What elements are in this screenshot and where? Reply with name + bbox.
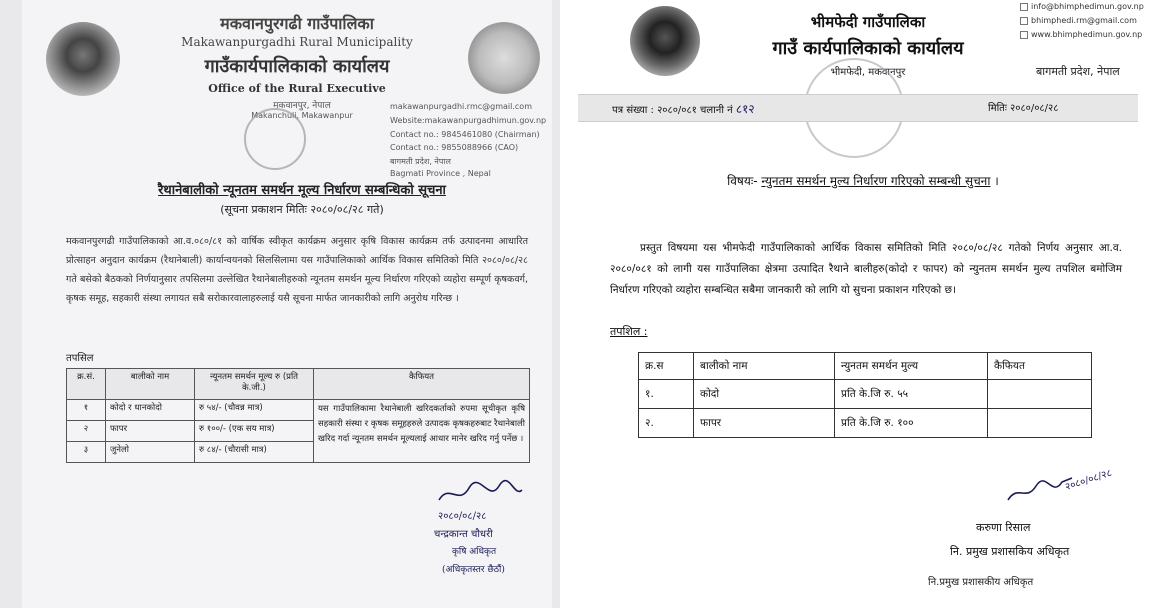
nepal-emblem-logo [46,22,120,96]
table-cell: २. [639,409,694,438]
table-cell: १ [67,400,106,421]
signatory-stamp-text: नि.प्रमुख प्रशासकीय अधिकृत [928,577,1034,588]
price-table [638,352,1092,438]
contact-email-gmail: bhimphedi.rm@gmail.com [1020,16,1137,25]
subject-text: न्युनतम समर्थन मुल्य निर्धारण गरिएको सम्बन्धी सुचना [761,174,991,188]
table-cell: रु १००/- (एक सय मात्र) [195,421,314,442]
table-row [639,380,1092,409]
notice-body: मकवानपुरगढी गाउँपालिकाको आ.व.०८०/८१ को वार्षिक स्वीकृत कार्यक्रम अनुसार कृषि विकास कार्यक्रम तर्फ उत्पादनमा आधारित प्रोत्साहन अनुदान कार्यक्रम (रैथानेबाली) कार्यान्वयनको सिलसिलामा यस गाउँपालिकाको आर्थिक विकास समितिको मिति २०८०/०८/२८ गते बसेको बैठकको निर्णयानुसार तपसिलमा उल्लेखित रैथानेबालीहरुको न्यूनतम समर्थन मूल्य निर्धारण गरिएको व्यहोरा सम्पूर्ण कृषकवर्ग, कृषक समूह, सहकारी संस्था लगायत सबै सरोकारवालाहरुलाई यसै सूचना मार्फत जानकारीको लागि अनुरोध गरिन्छ । [66,236,528,304]
left-notice-document [0,0,560,608]
contact-province-en: Bagmati Province , Nepal [390,169,491,178]
signatory-name: करुणा रिसाल [976,521,1031,534]
table-cell: जुनेलो [106,442,195,463]
table-header: क्र.सं. [67,369,106,400]
table-cell: १. [639,380,694,409]
right-notice-document [568,0,1152,608]
details-heading: तपशिल : [610,325,648,338]
province-np: बागमती प्रदेश, नेपाल [1036,65,1120,78]
office-name-en: Office of the Rural Executive [208,82,386,95]
table-header: कैफियत [314,369,530,400]
signature-date: २०८०/०८/२८ [438,511,487,522]
table-header: क्र.स [639,353,694,380]
mail-icon [1020,3,1028,11]
office-name-np: गाउँकार्यपालिकाको कार्यालय [204,56,390,77]
signatory-title: नि. प्रमुख प्रशासकिय अधिकृत [950,545,1070,558]
mail-icon [1020,17,1028,25]
signature-scribble [434,478,524,508]
table-cell: फापर [694,409,835,438]
contact-website: Website:makawanpurgadhimun.gov.np [390,116,547,125]
table-header: बालीको नाम [694,353,835,380]
subject-line: विषयः- न्युनतम समर्थन मुल्य निर्धारण गरिएको सम्बन्धी सुचना । [727,174,999,188]
signature-name: चन्द्रकान्त चौधरी [434,529,493,540]
table-cell: प्रति के.जि रु. १०० [835,409,988,438]
price-table [66,368,530,463]
table-header: बालीको नाम [106,369,195,400]
details-heading: तपसिल [66,353,94,364]
table-header-row [639,353,1092,380]
municipality-logo [468,22,540,94]
municipality-name-np: मकवानपुरगढी गाउँपालिका [220,14,374,33]
table-cell: २ [67,421,106,442]
table-cell: रु ५४/- (चौवन्न मात्र) [195,400,314,421]
contact-phone-cao: Contact no.: 9855088966 (CAO) [390,143,519,152]
official-stamp [244,108,306,170]
table-header: न्यूनतम समर्थन मूल्य रु (प्रति के.जी.) [195,369,314,400]
table-header-row [67,369,530,400]
signature-block [434,478,534,596]
signature-rank: (अधिकृतस्तर छैठौं) [442,565,505,575]
municipality-name-np: भीमफेदी गाउँपालिका [810,13,926,31]
table-header: न्युनतम समर्थन मुल्य [835,353,988,380]
table-header: कैफियत [988,353,1092,380]
municipality-name-en: Makawanpurgadhi Rural Municipality [181,35,413,49]
contact-website: www.bhimphedimun.gov.np [1020,30,1142,39]
notice-title: रैथानेबालीको न्यूनतम समर्थन मूल्य निर्धारण सम्बन्धिको सूचना [158,183,446,198]
left-notice-paper [22,0,552,608]
office-name-np: गाउँ कार्यपालिकाको कार्यालय [772,38,964,59]
signature-title: कृषि अधिकृत [452,547,497,557]
table-row [639,409,1092,438]
table-remark: यस गाउँपालिकामा रैथानेबाली खरिदकर्ताको रुपमा सूचीकृत कृषि सहकारी संस्था र कृषक समूहहरुले उत्पादक कृषकहरुबाट रैथानेबाली खरिद गर्दा न्यूनतम समर्थन मूल्यलाई आधार मानेर खरिद गर्नु पर्नेछ । [314,400,530,463]
reference-number: पत्र संख्या : २०८०/०८१ चलानी नं ८१२ [612,102,755,116]
table-cell: ३ [67,442,106,463]
table-cell: कोदो र धानकोदो [106,400,195,421]
contact-province-np: बागमती प्रदेश, नेपाल [390,157,451,166]
globe-icon [1020,31,1028,39]
table-cell: फापर [106,421,195,442]
contact-email-info: info@bhimphedimun.gov.np [1020,2,1144,11]
table-row [67,400,530,421]
address-np: भीमफेदी, मकवानपुर [830,67,906,78]
signature-date: २०८०/०८/२८ [1063,467,1114,494]
table-cell: रु ८४/- (चौरासी मात्र) [195,442,314,463]
table-cell: प्रति के.जि रु. ५५ [835,380,988,409]
notice-body: प्रस्तुत विषयमा यस भीमफेदी गाउँपालिकाको आर्थिक विकास समितिको मिति २०८०/०८/२८ गतेको निर्णय अनुसार आ.व. २०८०/०८१ को लागी यस गाउँपालिका क्षेत्रमा उत्पादित रैथाने बालीहरु(कोदो र फापर) को न्युनतम समर्थन मुल्य तपशिल बमोजिम निर्धारण गरिएको व्यहोरा सम्बन्धित सबैमा जानकारी को लागि यो सुचना प्रकाशन गरिएको छ। [610,242,1122,296]
nepal-emblem-logo [630,6,700,76]
table-cell [988,409,1092,438]
table-cell [988,380,1092,409]
contact-phone-chairman: Contact no.: 9845461080 (Chairman) [390,130,540,139]
address-en: Makanchuli, Makawanpur [251,111,353,120]
table-cell: कोदो [694,380,835,409]
letter-date: मितिः २०८०/०८/२८ [988,103,1059,114]
contact-email: makawanpurgadhi.rmc@gmail.com [390,102,532,111]
address-np: मकवानपुर, नेपाल [273,101,331,111]
notice-date: (सूचना प्रकाशन मितिः २०८०/०८/२८ गते) [220,203,384,216]
